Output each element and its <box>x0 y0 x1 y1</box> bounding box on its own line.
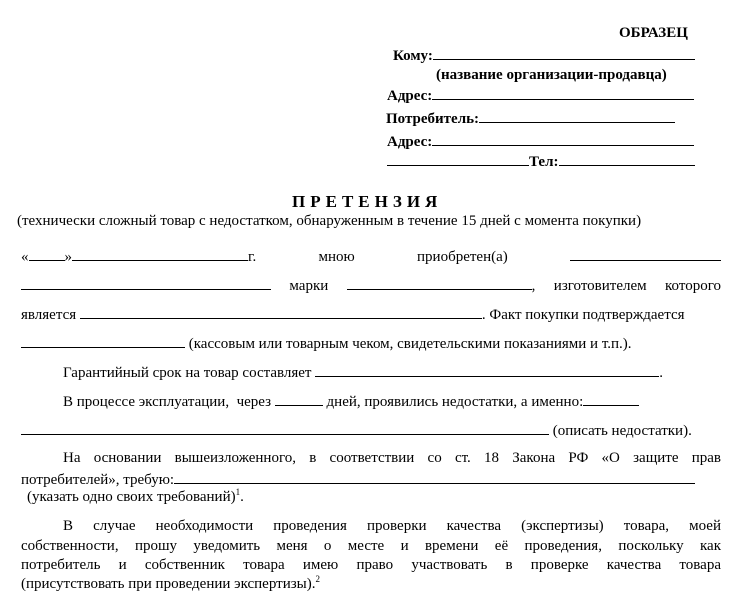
address-line <box>387 86 694 105</box>
brand-group: , изготовителем которого <box>347 278 721 294</box>
purchase-date-line: « » г. мною приобретен(а) <box>21 247 721 266</box>
document-title: ПРЕТЕНЗИЯ <box>292 192 443 211</box>
manufacturer-field[interactable] <box>80 305 482 319</box>
consumer-label: Потребитель: <box>386 111 480 127</box>
recipient-label: Кому: <box>393 48 433 64</box>
describe-line: (описать недостатки). <box>21 421 692 440</box>
exam-line-2: собственности, прошу уведомить меня о месте и времени её проведения, поскольку как <box>21 538 721 554</box>
exam-line-3: потребитель и собственник товара имею право участвовать в проверке качества товара <box>21 557 721 573</box>
product-name-field[interactable] <box>21 276 271 290</box>
demand-field[interactable] <box>174 470 695 484</box>
days-field[interactable] <box>275 392 323 406</box>
consumer-line <box>386 109 675 128</box>
consumer-address-label: Адрес: <box>387 134 433 150</box>
exam-line-4: (присутствовать при проведении экспертизы).$^2$ <box>21 574 320 592</box>
basis-line-2: потребителей», требую: <box>21 470 695 489</box>
recipient-field[interactable] <box>433 46 695 60</box>
recipient-line <box>393 46 695 65</box>
defects-description-field[interactable] <box>21 421 549 435</box>
defects-field[interactable] <box>583 392 639 406</box>
defects-line: В процессе эксплуатации, через дней, проявились недостатки, а именно: <box>63 392 639 411</box>
document-subtitle: (технически сложный товар с недостатком, обнаруженным в течение 15 дней с момента покупки) <box>17 213 642 229</box>
brand-line: марки , изготовителем которого <box>21 276 721 295</box>
date-group: « » г. <box>21 249 257 265</box>
proof-line: (кассовым или товарным чеком, свидетельскими показаниями и т.п.). <box>21 334 632 353</box>
address-label: Адрес: <box>387 88 433 104</box>
brand-field[interactable] <box>347 276 532 290</box>
phone-field[interactable] <box>559 152 695 166</box>
day-field[interactable] <box>29 247 65 261</box>
warranty-field[interactable] <box>315 363 659 377</box>
phone-prefix-field[interactable] <box>387 152 529 166</box>
warranty-line: Гарантийный срок на товар составляет . <box>63 365 663 381</box>
product-field[interactable] <box>570 247 721 261</box>
address-field[interactable] <box>432 86 694 100</box>
basis-line-1: На основании вышеизложенного, в соответствии со ст. 18 Закона РФ «О защите прав <box>63 450 721 466</box>
proof-field[interactable] <box>21 334 185 348</box>
phone-line <box>387 152 695 171</box>
consumer-field[interactable] <box>479 109 675 123</box>
sample-label: ОБРАЗЕЦ <box>619 25 688 41</box>
month-year-field[interactable] <box>72 247 248 261</box>
footnote-1: 1 <box>235 487 241 497</box>
manufacturer-line: является . Факт покупки подтверждается <box>21 307 685 323</box>
consumer-address-field[interactable] <box>432 132 694 146</box>
org-hint: (название организации-продавца) <box>436 67 667 83</box>
phone-label: Тел: <box>529 154 559 170</box>
footnote-2: 2 <box>315 574 320 584</box>
consumer-address-line <box>387 132 694 151</box>
exam-line-1: В случае необходимости проведения проверки качества (экспертизы) товара, моей <box>63 518 721 534</box>
demand-hint: (указать одно своих требований)$^1$. <box>27 487 244 505</box>
